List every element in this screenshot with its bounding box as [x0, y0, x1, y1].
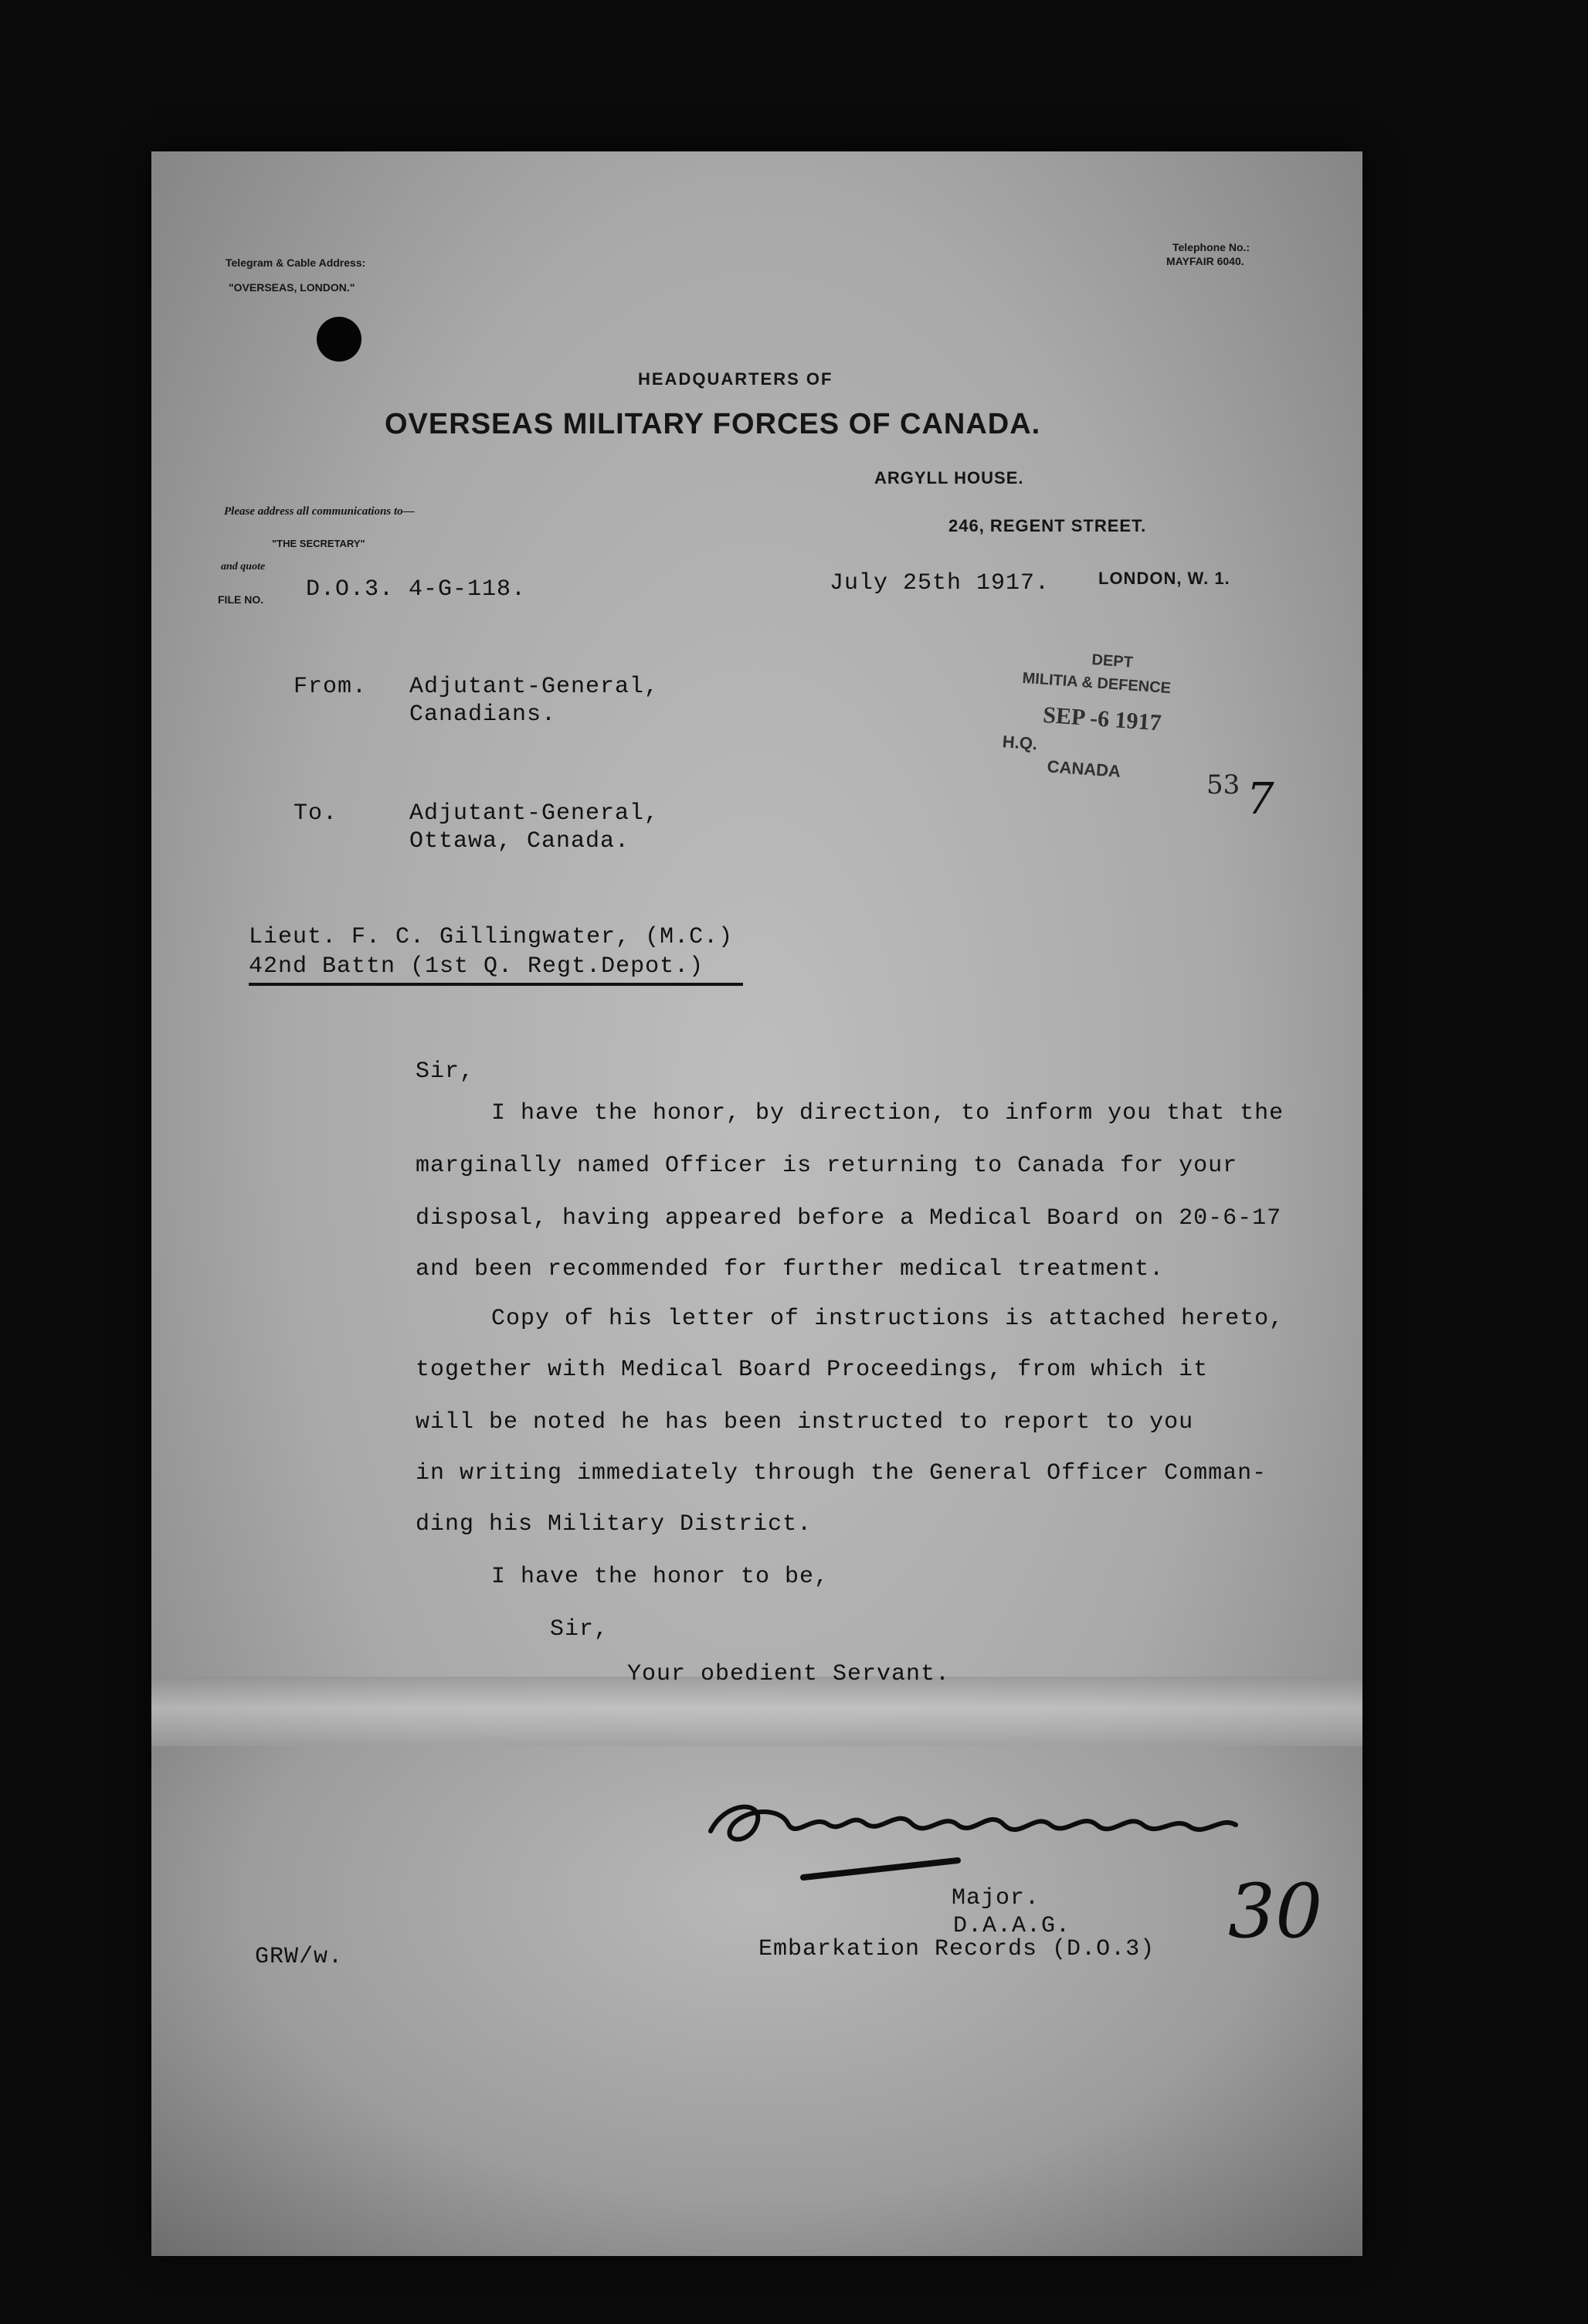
closing-line-1: I have the honor to be, — [491, 1564, 830, 1590]
body-line-2: marginally named Officer is returning to Canada for your — [416, 1153, 1238, 1179]
closing-line-3: Your obedient Servant. — [627, 1661, 951, 1687]
stamp-line-2: MILITIA & DEFENCE — [1021, 669, 1172, 698]
letter-date: July 25th 1917. — [830, 570, 1050, 596]
street-address: 246, REGENT STREET. — [948, 516, 1147, 535]
from-label: From. — [294, 674, 368, 700]
file-label: FILE NO. — [218, 593, 264, 606]
city: LONDON, W. 1. — [1098, 569, 1230, 588]
body-line-6: together with Medical Board Proceedings, from which it — [416, 1357, 1209, 1383]
telegram-value: "OVERSEAS, LONDON." — [229, 281, 355, 294]
telephone-value: MAYFAIR 6040. — [1166, 255, 1244, 267]
salutation: Sir, — [416, 1058, 475, 1085]
punch-hole — [317, 317, 361, 362]
received-stamp — [991, 637, 1233, 807]
body-line-3: disposal, having appeared before a Medical Board on 20-6-17 — [416, 1205, 1282, 1232]
signer-department: Embarkation Records (D.O.3) — [758, 1936, 1155, 1962]
stamp-line-1: DEPT — [1091, 651, 1134, 671]
telephone-label: Telephone No.: — [1172, 241, 1250, 253]
signer-rank: Major. — [952, 1885, 1040, 1911]
body-line-4: and been recommended for further medical treatment. — [416, 1256, 1165, 1283]
stamp-line-4: H.Q. — [1002, 732, 1038, 754]
address-note-3: and quote — [221, 561, 266, 573]
from-line-2: Canadians. — [409, 702, 557, 728]
to-label: To. — [294, 800, 338, 827]
subject-underline — [249, 983, 743, 986]
subject-line-1: Lieut. F. C. Gillingwater, (M.C.) — [249, 924, 734, 950]
organization-name: OVERSEAS MILITARY FORCES OF CANADA. — [385, 408, 1041, 440]
telegram-label: Telegram & Cable Address: — [226, 257, 366, 269]
body-line-8: in writing immediately through the General Officer Comman- — [416, 1460, 1267, 1486]
page-number-handwritten: 30 — [1228, 1868, 1323, 1955]
to-line-1: Adjutant-General, — [409, 800, 660, 827]
file-number: D.O.3. 4-G-118. — [306, 576, 527, 603]
address-note-1: Please address all communications to— — [224, 505, 415, 518]
address-note-2: "THE SECRETARY" — [272, 538, 365, 549]
stamp-handwritten-mark: 7 — [1247, 774, 1274, 824]
building-name: ARGYLL HOUSE. — [874, 468, 1024, 488]
signer-title: D.A.A.G. — [953, 1913, 1071, 1939]
typist-initials: GRW/w. — [255, 1944, 344, 1970]
closing-line-2: Sir, — [550, 1616, 609, 1643]
stamp-date: SEP -6 1917 — [1042, 702, 1162, 736]
stamp-line-5: CANADA — [1046, 756, 1121, 781]
handwritten-signature — [695, 1769, 1298, 1893]
body-line-5: Copy of his letter of instructions is attached hereto, — [491, 1306, 1284, 1332]
stamp-handwritten-number: 53 — [1206, 770, 1240, 800]
body-line-7: will be noted he has been instructed to report to you — [416, 1409, 1194, 1436]
body-line-1: I have the honor, by direction, to inform you that the — [491, 1100, 1284, 1126]
from-line-1: Adjutant-General, — [409, 674, 660, 700]
headquarters-line: HEADQUARTERS OF — [638, 369, 833, 389]
subject-line-2: 42nd Battn (1st Q. Regt.Depot.) — [249, 953, 704, 980]
to-line-2: Ottawa, Canada. — [409, 828, 630, 855]
body-line-9: ding his Military District. — [416, 1511, 813, 1537]
